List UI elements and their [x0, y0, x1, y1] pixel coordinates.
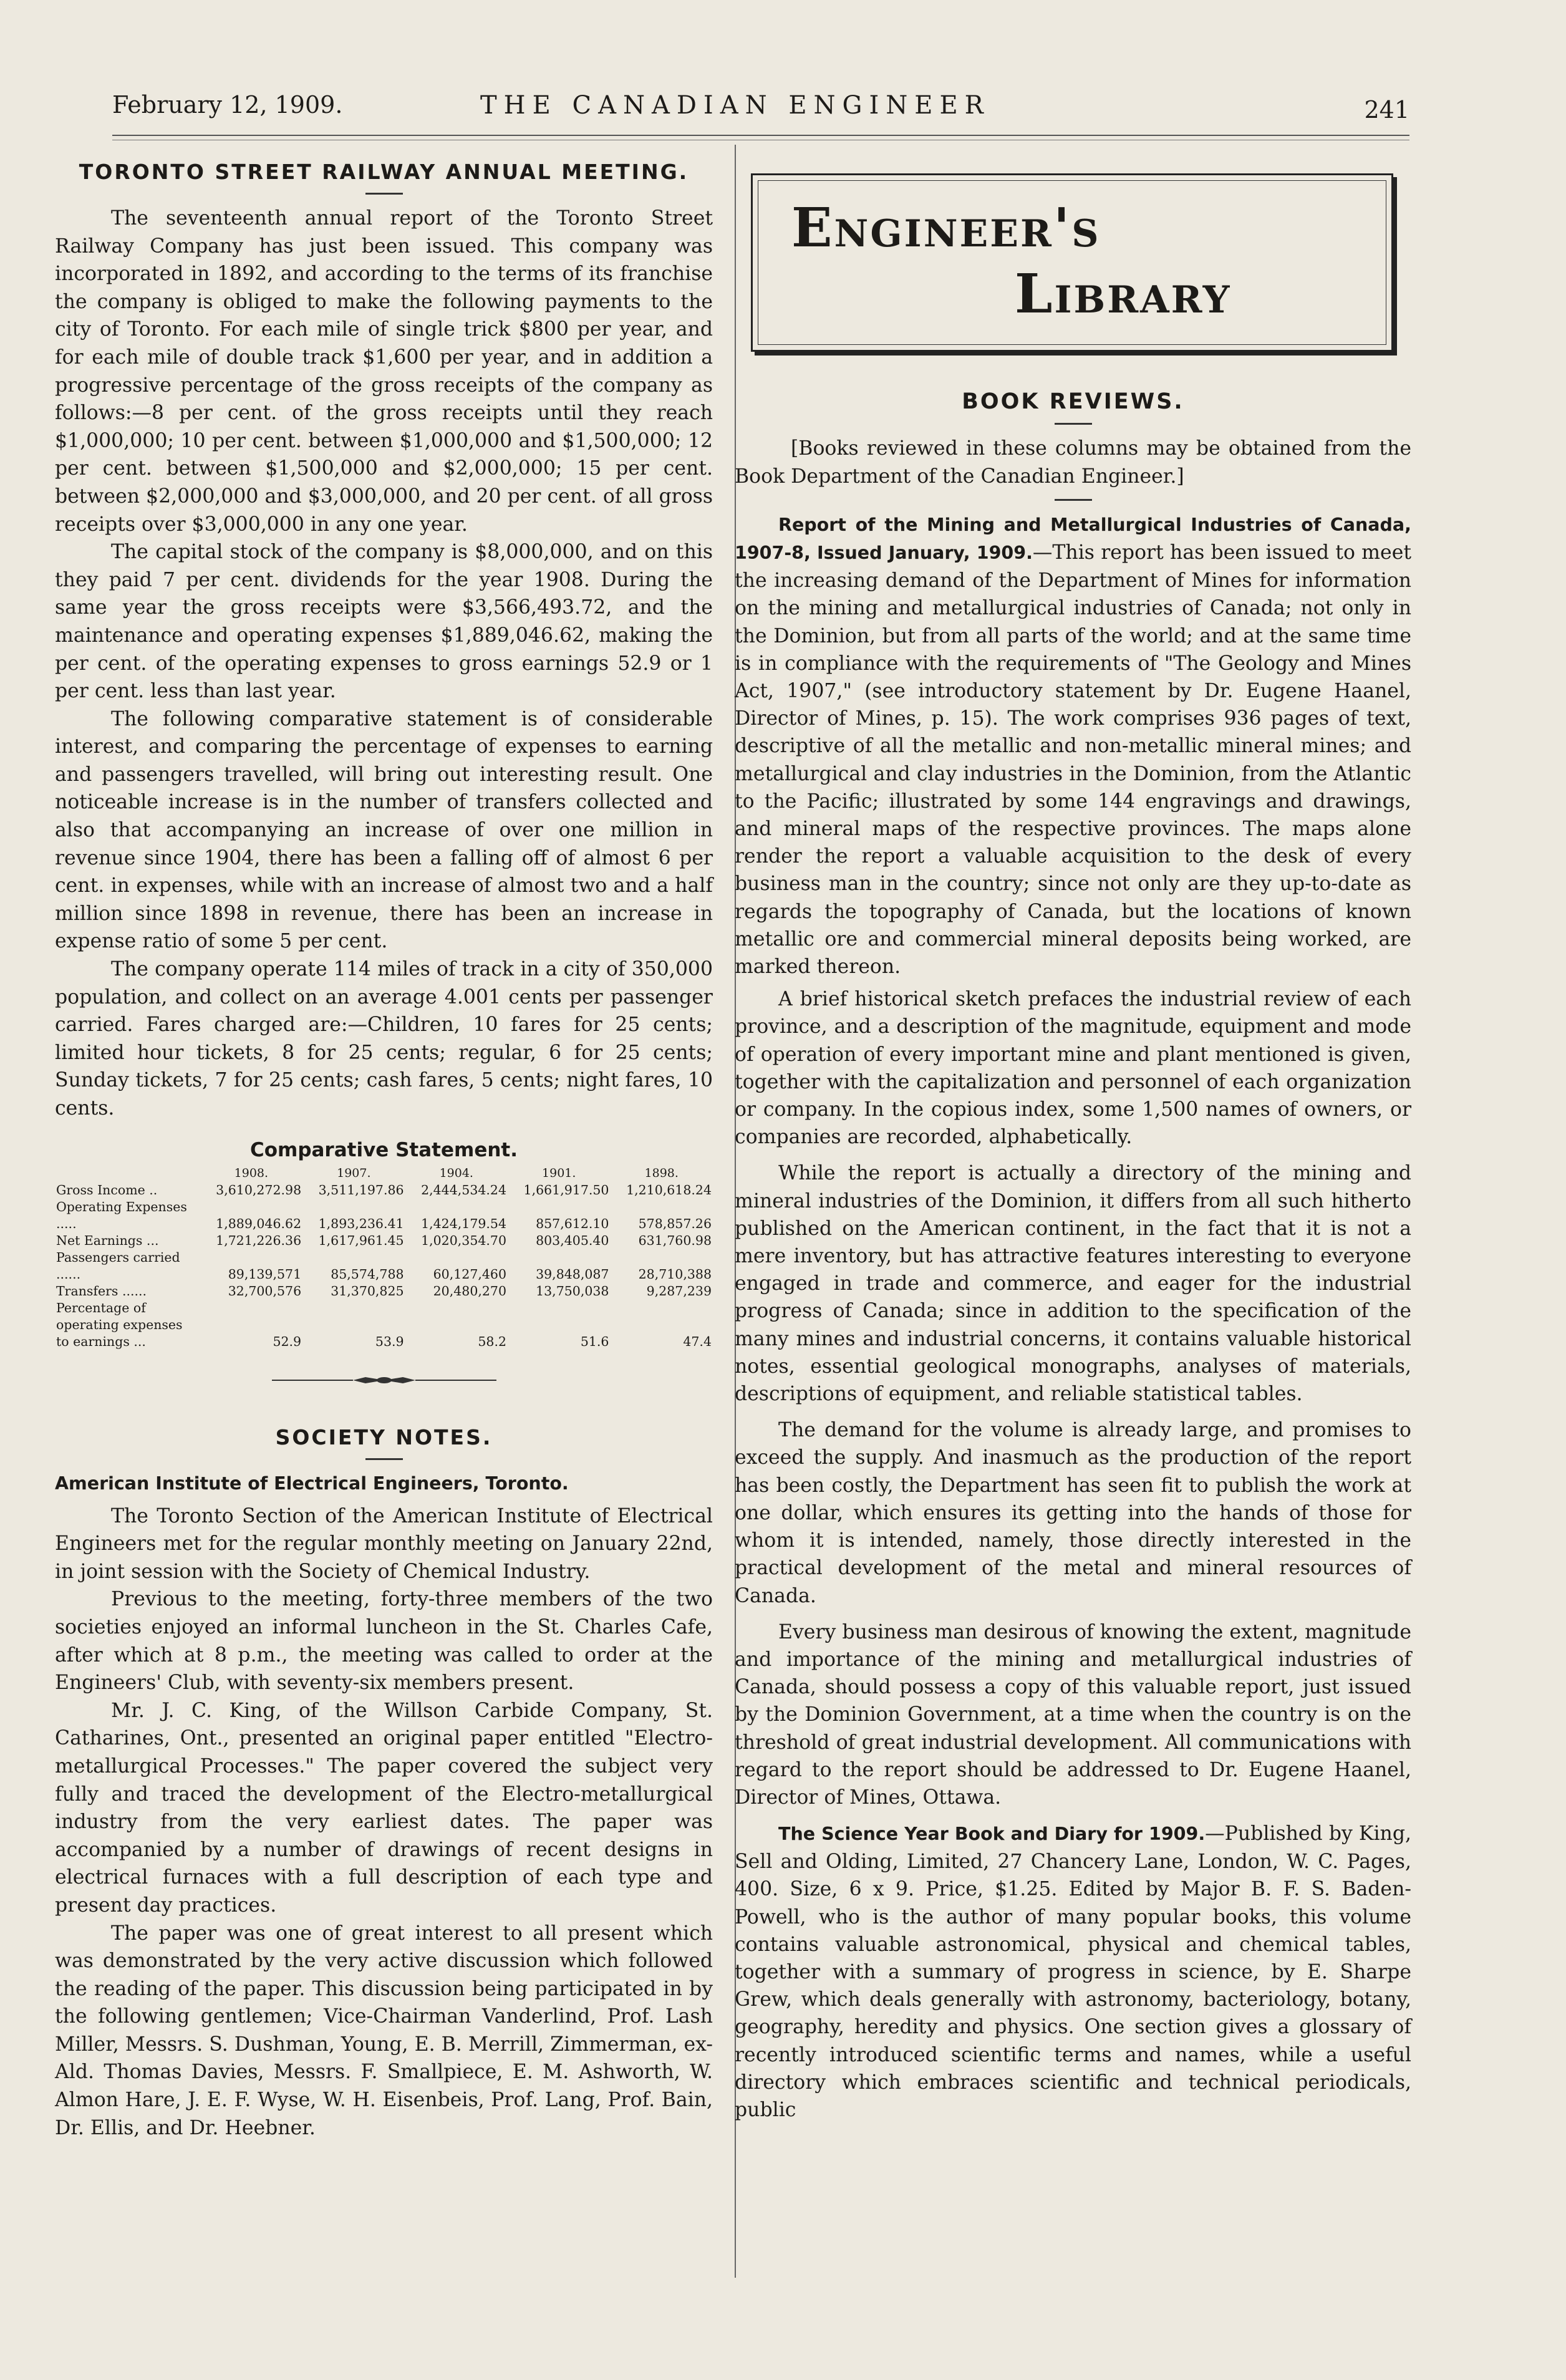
table-cell: 13,750,038: [536, 1283, 609, 1299]
table-row: [55, 1249, 713, 1283]
right-column: [735, 143, 1411, 2129]
heading-dash: [365, 193, 403, 195]
year-header: 1908.: [234, 1166, 269, 1180]
table-cell: 1,617,961.45: [318, 1232, 404, 1248]
row-label: Percentage of operating expenses to earnings ...: [56, 1300, 183, 1349]
railway-paragraph: The capital stock of the company is $8,000,000, and on this they paid 7 per cent. dividends for the year 1908. During the same year the gross receipts were $3,566,493.72, and the maintenance and operating expenses $1,889,046.62, making the per cent. of the operating expenses to gross earnings 52.9 or 1 per cent. less than last year.: [55, 541, 713, 703]
row-label: Transfers ......: [56, 1283, 147, 1299]
table-cell: 1,889,046.62: [216, 1216, 302, 1231]
railway-paragraph: The following comparative statement is of considerable interest, and comparing the percentage of expenses to earning and passengers travelled, will bring out interesting result. One noticeable increase is in the number of transfers collected and also that accompanying an increase of over one million in revenue since 1904, there has been a falling off of almost 6 per cent. in expenses, while with an increase of almost two and a half million since 1898 in revenue, there has been an increase in expense ratio of some 5 per cent.: [55, 707, 713, 953]
table-cell: 1,424,179.54: [421, 1216, 507, 1231]
society-paragraph: The paper was one of great interest to all present which was demonstrated by the very active discussion which followed the reading of the paper. This discussion being participated in by the following gentlemen; Vice-Chairman Vanderlind, Prof. Lash Miller, Messrs. S. Dushman, Young, E. B. Merrill, Zimmerman, ex-Ald. Thomas Davies, Messrs. F. Smallpiece, E. M. Ashworth, W. Almon Hare, J. E. F. Wyse, W. H. Eisenbeis, Prof. Lang, Prof. Bain, Dr. Ellis, and Dr. Heebner.: [55, 1922, 713, 2139]
table-cell: 47.4: [683, 1333, 712, 1349]
comparative-title: Comparative Statement.: [249, 1138, 518, 1161]
table-cell: 85,574,788: [331, 1266, 404, 1282]
mining-report-lead-text: —This report has been issued to meet the increasing demand of the Department of Mines for information on the mining and metallurgical industries of Canada; not only in the Dominion, but from all parts of the world; and at the same time is in compliance with the requirements of "The Geology and Mines Act, 1907," (see introductory statement by Dr. Eugene Haanel, Director of Mines, p. 15). The work comprises 936 pages of text, descriptive of all the metallic and non-metallic mineral mines; and metallurgical and clay industries in the Dominion, from the Atlantic to the Pacific; illustrated by some 144 engravings and drawings, and mineral maps of the respective provinces. The maps alone render the report a valuable acquisition to the desk of every business man in the country; since not only are they up-to-date as regards the topography of Canada, but the locations of known metallic ore and commercial mineral deposits being worked, are marked thereon.: [735, 541, 1411, 979]
running-header: [112, 87, 1409, 131]
table-row: [55, 1182, 713, 1199]
section-ornament: [55, 1375, 713, 1388]
engineers-library-banner: [751, 173, 1393, 352]
year-header: 1907.: [337, 1166, 371, 1180]
table-cell: 1,020,354.70: [421, 1232, 507, 1248]
table-header-blank: [55, 1165, 200, 1182]
banner-line-2: Library: [1015, 263, 1232, 326]
table-row: [55, 1199, 713, 1232]
table-cell: 631,760.98: [638, 1232, 712, 1248]
table-cell: 58.2: [478, 1333, 507, 1349]
society-paragraph: Mr. J. C. King, of the Willson Carbide Company, St. Catharines, Ont., presented an original paper entitled "Electro-metallurgical Processes." The paper covered the subject very fully and traced the development of the Electro-metallurgical industry from the very earliest dates. The paper was accompanied by a number of drawings of recent designs in electrical furnaces with a full description of each type and present day practices.: [55, 1699, 713, 1917]
table-cell: 31,370,825: [331, 1283, 404, 1299]
left-column: [55, 143, 713, 2142]
science-yearbook-lead: [735, 1820, 1411, 2124]
table-cell: 1,893,236.41: [318, 1216, 404, 1231]
header-rule: [112, 135, 1409, 136]
row-label: Operating Expenses .....: [56, 1199, 187, 1231]
year-header: 1898.: [644, 1166, 679, 1180]
table-cell: 52.9: [273, 1333, 302, 1349]
society-paragraph: Previous to the meeting, forty-three members of the two societies enjoyed an informal luncheon in the St. Charles Cafe, after which at 8 p.m., the meeting was called to order at the Engineers' Club, with seventy-six members present.: [55, 1588, 713, 1695]
mining-report-lead: [735, 511, 1411, 980]
journal-title: THE CANADIAN ENGINEER: [480, 91, 990, 120]
table-cell: 51.6: [580, 1333, 609, 1349]
header-date: February 12, 1909.: [112, 91, 343, 119]
table-cell: 28,710,388: [638, 1266, 712, 1282]
table-row: [55, 1300, 713, 1350]
table-row: [55, 1283, 713, 1300]
ornament-rule-icon: [272, 1375, 496, 1385]
table-cell: 857,612.10: [536, 1216, 609, 1231]
year-header: 1904.: [439, 1166, 473, 1180]
heading-dash: [1055, 499, 1092, 501]
table-cell: 578,857.26: [638, 1216, 712, 1231]
mining-review-paragraph: A brief historical sketch prefaces the industrial review of each province, and a description of the magnitude, equipment and mode of operation of every important mine and plant mentioned is given, together with the capitalization and personnel of each organization or company. In the copious index, some 1,500 names of owners, or companies are recorded, alphabetically.: [735, 988, 1411, 1149]
table-cell: 3,610,272.98: [216, 1182, 302, 1197]
table-cell: 32,700,576: [228, 1283, 302, 1299]
table-cell: 20,480,270: [433, 1283, 507, 1299]
table-cell: 1,721,226.36: [216, 1232, 302, 1248]
table-cell: 803,405.40: [536, 1232, 609, 1248]
railway-paragraph: The company operate 114 miles of track in a city of 350,000 population, and collect on an average 4.001 cents per passenger carried. Fares charged are:—Children, 10 fares for 25 cents; limited hour tickets, 8 for 25 cents; regular, 6 for 25 cents; Sunday tickets, 7 for 25 cents; cash fares, 5 cents; night fares, 10 cents.: [55, 958, 713, 1120]
table-row: [55, 1232, 713, 1249]
railway-paragraph: The seventeenth annual report of the Toronto Street Railway Company has just been issued. This company was incorporated in 1892, and according to the terms of its franchise the company is obliged to make the following payments to the city of Toronto. For each mile of single trick $800 per year, and for each mile of double track $1,600 per year, and in addition a progressive percentage of the gross receipts of the company as follows:—8 per cent. of the gross receipts until they reach $1,000,000; 10 per cent. between $1,000,000 and $1,500,000; 12 per cent. between $1,500,000 and $2,000,000; 15 per cent. between $2,000,000 and $3,000,000, and 20 per cent. of all gross receipts over $3,000,000 in any one year.: [55, 207, 713, 536]
railway-heading: TORONTO STREET RAILWAY ANNUAL MEETING.: [79, 160, 689, 184]
society-subheading: American Institute of Electrical Engineers, Toronto.: [55, 1473, 569, 1494]
mining-review-paragraph: The demand for the volume is already large, and promises to exceed the supply. And inasmuch as the production of the report has been costly, the Department has seen fit to publish the work at one dollar, which ensures its getting into the hands of those for whom it is intended, namely, those directly interested in the practical development of the metal and mineral resources of Canada.: [735, 1419, 1411, 1607]
society-heading: SOCIETY NOTES.: [275, 1425, 493, 1449]
science-yearbook-review: [735, 1820, 1411, 2124]
mining-review-paragraph: Every business man desirous of knowing the extent, magnitude and importance of the mining and metallurgical industries of Canada, should possess a copy of this valuable report, just issued by the Dominion Government, at a time when the country is on the threshold of great industrial development. All communications with regard to the report should be addressed to Dr. Eugene Haanel, Director of Mines, Ottawa.: [735, 1620, 1411, 1809]
banner-line-1: Engineer's: [791, 196, 1101, 259]
year-header: 1901.: [542, 1166, 576, 1180]
mining-report-review: [735, 511, 1411, 980]
society-paragraph: The Toronto Section of the American Institute of Electrical Engineers met for the regular monthly meeting on January 22nd, in joint session with the Society of Chemical Industry.: [55, 1504, 713, 1583]
table-cell: 60,127,460: [433, 1266, 507, 1282]
row-label: Passengers carried ......: [56, 1249, 180, 1282]
table-cell: 53.9: [375, 1333, 404, 1349]
row-label: Net Earnings ...: [56, 1232, 159, 1248]
row-label: Gross Income ..: [56, 1182, 158, 1197]
table-cell: 1,661,917.50: [523, 1182, 609, 1197]
table-cell: 1,210,618.24: [626, 1182, 712, 1197]
comparative-table: [55, 1165, 713, 1350]
table-cell: 3,511,197.86: [318, 1182, 404, 1197]
page-number: 241: [1364, 96, 1409, 123]
mining-review-paragraph: While the report is actually a directory of the mining and mineral industries of the Dominion, it differs from all such hitherto published on the American continent, in the fact that it is not a mere inventory, but has attractive features interesting to everyone engaged in trade and commerce, and eager for the industrial progress of Canada; since in addition to the specification of the many mines and industrial concerns, it contains valuable historical notes, essential geological monographs, analyses of materials, descriptions of equipment, and reliable statistical tables.: [735, 1162, 1411, 1406]
table-header-row: [55, 1165, 713, 1182]
heading-dash: [365, 1458, 403, 1460]
table-cell: 39,848,087: [536, 1266, 609, 1282]
book-reviews-heading: BOOK REVIEWS.: [962, 389, 1184, 414]
heading-dash: [1055, 423, 1092, 425]
table-cell: 9,287,239: [646, 1283, 712, 1299]
table-cell: 89,139,571: [228, 1266, 302, 1282]
mining-report-title: Report of the Mining and Metallurgical Industries of Canada, 1907-8, Issued January, 1909.: [735, 515, 1411, 564]
table-cell: 2,444,534.24: [421, 1182, 507, 1197]
science-yearbook-lead-text: —Published by King, Sell and Olding, Limited, 27 Chancery Lane, London, W. C. Pages, 400. Size, 6 x 9. Price, $1.25. Edited by Major B. F. S. Baden-Powell, who is the author of many popular books, this volume contains valuable astronomical, physical and chemical tables, together with a summary of progress in science, by E. Sharpe Grew, which deals generally with astronomy, bacteriology, botany, geography, heredity and physics. One section gives a glossary of recently introduced scientific terms and names, while a useful directory which embraces scientific and technical periodicals, public: [735, 1822, 1411, 2121]
book-department-note: [Books reviewed in these columns may be obtained from the Book Department of the Canadian Engineer.]: [735, 437, 1411, 488]
science-yearbook-title: The Science Year Book and Diary for 1909.: [778, 1824, 1206, 1845]
